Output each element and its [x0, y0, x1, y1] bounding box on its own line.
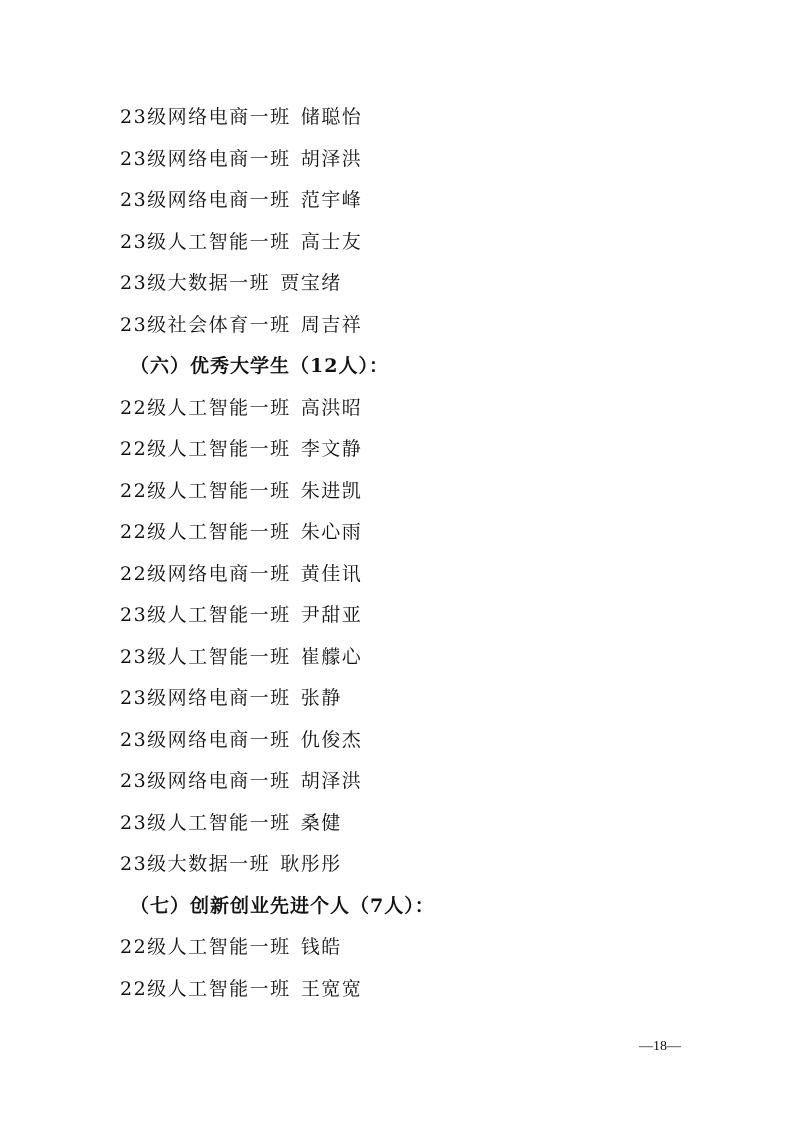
student-name: 高士友	[300, 230, 363, 253]
list-item	[0, 180, 793, 222]
student-name: 尹甜亚	[300, 604, 363, 626]
class-name: 23级人工智能一班	[120, 604, 291, 626]
list-item	[0, 637, 793, 679]
student-name: 仇俊杰	[300, 728, 363, 751]
student-name: 崔艨心	[300, 645, 363, 668]
class-name: 22级人工智能一班	[120, 438, 291, 460]
class-name: 23级网络电商一班	[120, 728, 291, 751]
student-name: 贾宝绪	[280, 272, 342, 294]
student-name: 桑健	[300, 811, 342, 834]
list-item	[0, 471, 793, 513]
list-item	[0, 222, 793, 264]
class-name: 23级社会体育一班	[120, 313, 291, 336]
student-name: 黄佳讯	[300, 562, 363, 585]
class-name: 22级人工智能一班	[120, 396, 291, 419]
student-name: 高洪昭	[300, 396, 363, 419]
list-item	[0, 97, 793, 139]
class-name: 22级网络电商一班	[120, 562, 291, 585]
student-name: 周吉祥	[300, 313, 363, 336]
class-name: 23级大数据一班	[120, 853, 271, 875]
award-list	[0, 97, 793, 1010]
section-heading: （六）优秀大学生（12人）：	[130, 355, 389, 377]
class-name: 22级人工智能一班	[120, 521, 291, 543]
student-name: 钱皓	[300, 936, 342, 958]
list-item	[0, 678, 793, 720]
student-name: 李文静	[300, 438, 363, 460]
list-item	[0, 305, 793, 347]
class-name: 23级网络电商一班	[120, 106, 291, 128]
student-name: 范宇峰	[300, 189, 363, 211]
class-name: 23级网络电商一班	[120, 687, 291, 709]
list-item	[0, 512, 793, 554]
list-item	[0, 844, 793, 886]
list-item	[0, 139, 793, 181]
student-name: 耿彤彤	[280, 853, 342, 875]
list-item	[0, 263, 793, 305]
list-item	[0, 761, 793, 803]
list-item	[0, 720, 793, 762]
class-name: 23级网络电商一班	[120, 147, 291, 170]
list-item	[0, 429, 793, 471]
class-name: 23级网络电商一班	[120, 770, 291, 792]
student-name: 朱进凯	[300, 479, 363, 502]
list-item	[0, 554, 793, 596]
page-number: —18—	[639, 1039, 681, 1054]
student-name: 储聪怡	[300, 106, 363, 128]
student-name: 胡泽洪	[300, 147, 363, 170]
class-name: 22级人工智能一班	[120, 977, 291, 1000]
class-name: 23级人工智能一班	[120, 230, 291, 253]
student-name: 王宽宽	[300, 977, 363, 1000]
list-item	[0, 969, 793, 1011]
class-name: 23级大数据一班	[120, 272, 271, 294]
list-item	[0, 388, 793, 430]
class-name: 22级人工智能一班	[120, 936, 291, 958]
class-name: 23级网络电商一班	[120, 189, 291, 211]
class-name: 22级人工智能一班	[120, 479, 291, 502]
class-name: 23级人工智能一班	[120, 645, 291, 668]
class-name: 23级人工智能一班	[120, 811, 291, 834]
student-name: 张静	[300, 687, 342, 709]
list-item	[0, 927, 793, 969]
list-item	[0, 803, 793, 845]
student-name: 胡泽洪	[300, 770, 363, 792]
section-heading: （七）创新创业先进个人（7人）：	[130, 894, 435, 917]
student-name: 朱心雨	[300, 521, 363, 543]
list-item	[0, 595, 793, 637]
